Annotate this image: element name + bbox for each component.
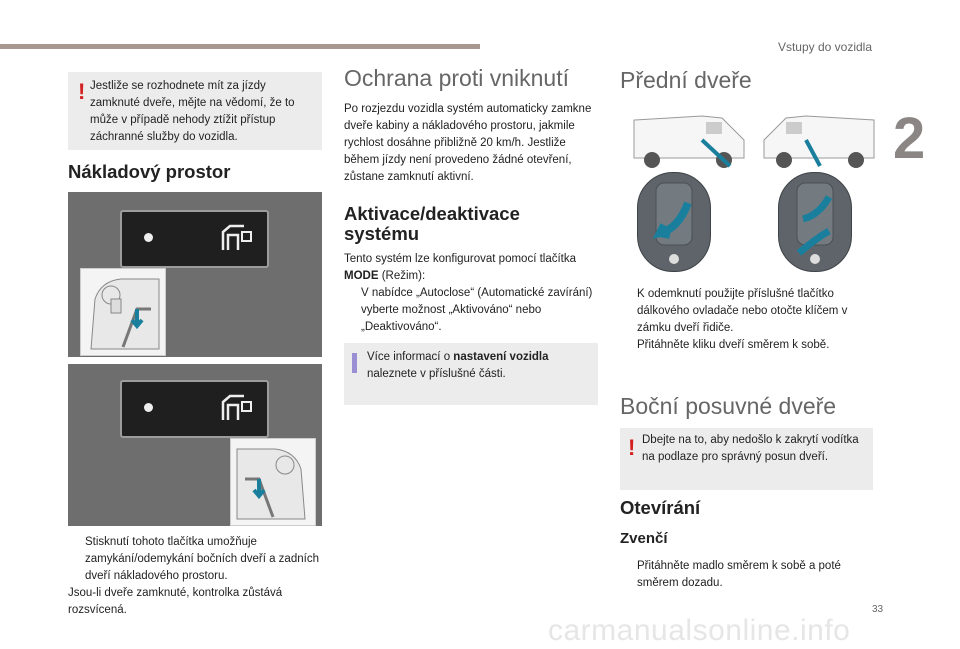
warning-icon: ! bbox=[78, 79, 86, 104]
warning-note bbox=[68, 72, 322, 150]
section-heading-cargo: Nákladový prostor bbox=[68, 161, 231, 182]
para-text: (Režim): bbox=[378, 270, 426, 282]
warning-icon: ! bbox=[628, 435, 636, 460]
driver-door-inset bbox=[80, 268, 166, 356]
page-number: 33 bbox=[872, 604, 884, 615]
bullet-text: V nabídce „Autoclose“ (Automatické zavírání) vyberte možnost „Aktivováno“ nebo „Deaktivováno“. bbox=[361, 287, 593, 333]
section-title: Vstupy do vozidla bbox=[777, 40, 872, 54]
cargo-door-icon bbox=[220, 222, 254, 254]
pull-arrow-icon bbox=[638, 173, 710, 271]
warning-note bbox=[620, 428, 873, 490]
header-accent-bar bbox=[0, 44, 480, 49]
subsection-heading: Aktivace/deaktivace systému bbox=[344, 203, 520, 244]
subsection-heading-opening: Otevírání bbox=[620, 497, 701, 518]
bullet-item bbox=[68, 534, 322, 585]
subsubsection-heading-outside: Zvenčí bbox=[620, 530, 668, 547]
lock-button-panel bbox=[120, 380, 269, 438]
passenger-door-inset bbox=[230, 438, 316, 526]
mode-button-name: MODE bbox=[344, 270, 379, 282]
bullet-text: Přitáhněte kliku dveří směrem k sobě. bbox=[637, 339, 830, 351]
door-panel-illustration bbox=[231, 439, 315, 525]
door-handle-illustration-right bbox=[778, 172, 852, 272]
warning-text: Dbejte na to, aby nedošlo k zakrytí vodítka na podlaze pro správný posun dveří. bbox=[642, 434, 859, 463]
info-link-text: nastavení vozidla bbox=[453, 351, 549, 363]
cargo-lock-button-photo-2 bbox=[68, 364, 322, 526]
bullet-item bbox=[620, 558, 860, 592]
door-handle-illustration-left bbox=[637, 172, 711, 272]
indicator-led bbox=[144, 403, 153, 412]
bullet-text: K odemknutí použijte příslušné tlačítko dálkového ovladače nebo otočte klíčem v zámku dveří řidiče. bbox=[637, 288, 848, 334]
cargo-lock-button-photo-1 bbox=[68, 192, 322, 357]
chapter-number: 2 bbox=[893, 106, 926, 171]
watermark: carmanualsonline.info bbox=[548, 614, 851, 647]
cargo-door-icon bbox=[220, 392, 254, 424]
bullet-text: Stisknutí tohoto tlačítka umožňuje zamykání/odemykání bočních dveří a zadních dveří nákladového prostoru. bbox=[85, 536, 319, 582]
section-heading-intrusion: Ochrana proti vniknutí bbox=[344, 65, 570, 91]
bullet-item bbox=[620, 337, 860, 354]
pull-arrow-icon bbox=[779, 173, 851, 271]
paragraph: Jsou-li dveře zamknuté, kontrolka zůstává rozsvícená. bbox=[68, 587, 283, 616]
lock-button-panel bbox=[120, 210, 269, 268]
section-heading-sliding-doors: Boční posuvné dveře bbox=[620, 393, 837, 419]
info-note bbox=[344, 343, 598, 405]
door-panel-illustration bbox=[81, 269, 165, 355]
bullet-text: Přitáhněte madlo směrem k sobě a poté směrem dozadu. bbox=[637, 560, 841, 589]
bullet-item bbox=[620, 286, 860, 337]
indicator-led bbox=[144, 233, 153, 242]
van-illustration-right bbox=[760, 110, 878, 170]
paragraph: Po rozjezdu vozidla systém automaticky zamkne dveře kabiny a nákladového prostoru, jakmile rychlost dosáhne přibližně 20 km/h. Jestliže během jízdy není provedeno žádné otevření, zůstane zamknutí aktivní. bbox=[344, 103, 592, 183]
section-heading-front-doors: Přední dveře bbox=[620, 67, 752, 93]
info-text-start: Více informací o bbox=[367, 351, 454, 363]
para-text: Tento systém lze konfigurovat pomocí tlačítka bbox=[344, 253, 577, 265]
info-text-end: naleznete v příslušné části. bbox=[367, 368, 506, 380]
info-text bbox=[367, 349, 589, 383]
bullet-item bbox=[344, 285, 594, 336]
van-illustration-left bbox=[630, 110, 748, 170]
info-icon bbox=[352, 353, 357, 373]
paragraph bbox=[344, 251, 594, 285]
warning-text: Jestliže se rozhodnete mít za jízdy zamknuté dveře, mějte na vědomí, že to může v případě nehody ztížit přístup záchranné služby do vozidla. bbox=[90, 80, 295, 143]
